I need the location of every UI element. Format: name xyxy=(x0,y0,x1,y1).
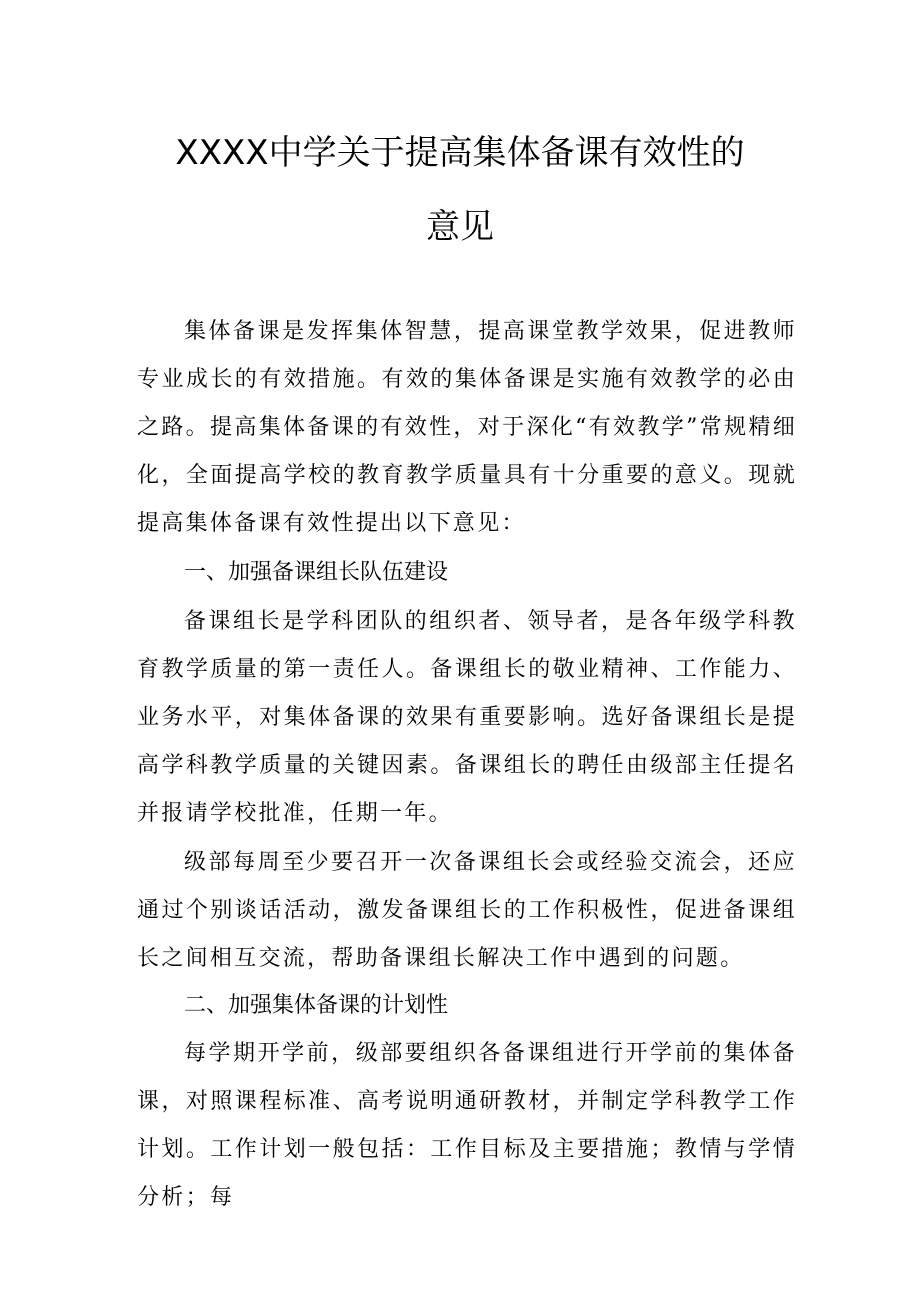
section-1-paragraph-1: 备课组长是学科团队的组织者、领导者，是各年级学科教育教学质量的第一责任人。备课组长的敬业精神、工作能力、业务水平，对集体备课的效果有重要影响。选好备课组长是提高学科教学质量的关键因素。备课组长的聘任由级部主任提名并报请学校批准，任期一年。 xyxy=(137,609,797,826)
intro-paragraph: 集体备课是发挥集体智慧，提高课堂教学效果，促进教师专业成长的有效措施。有效的集体备课是实施有效教学的必由之路。提高集体备课的有效性，对于深化“有效教学”常规精细化，全面提高学校的教育教学质量具有十分重要的意义。现就提高集体备课有效性提出以下意见： xyxy=(137,319,797,536)
section-1-heading: 一、加强备课组长队伍建设 xyxy=(184,560,449,585)
document-title-line-2: 意见 xyxy=(426,207,494,247)
document-title-line-1: XXXX中学关于提高集体备课有效性的 xyxy=(175,133,745,173)
section-1-paragraph-2: 级部每周至少要召开一次备课组长会或经验交流会，还应通过个别谈话活动，激发备课组长的工作积极性，促进备课组长之间相互交流，帮助备课组长解决工作中遇到的问题。 xyxy=(137,850,797,971)
section-2-paragraph-1: 每学期开学前，级部要组织各备课组进行开学前的集体备课，对照课程标准、高考说明通研教材，并制定学科教学工作计划。工作计划一般包括：工作目标及主要措施；教情与学情分析；每 xyxy=(137,1041,797,1210)
section-2-heading: 二、加强集体备课的计划性 xyxy=(184,993,449,1018)
